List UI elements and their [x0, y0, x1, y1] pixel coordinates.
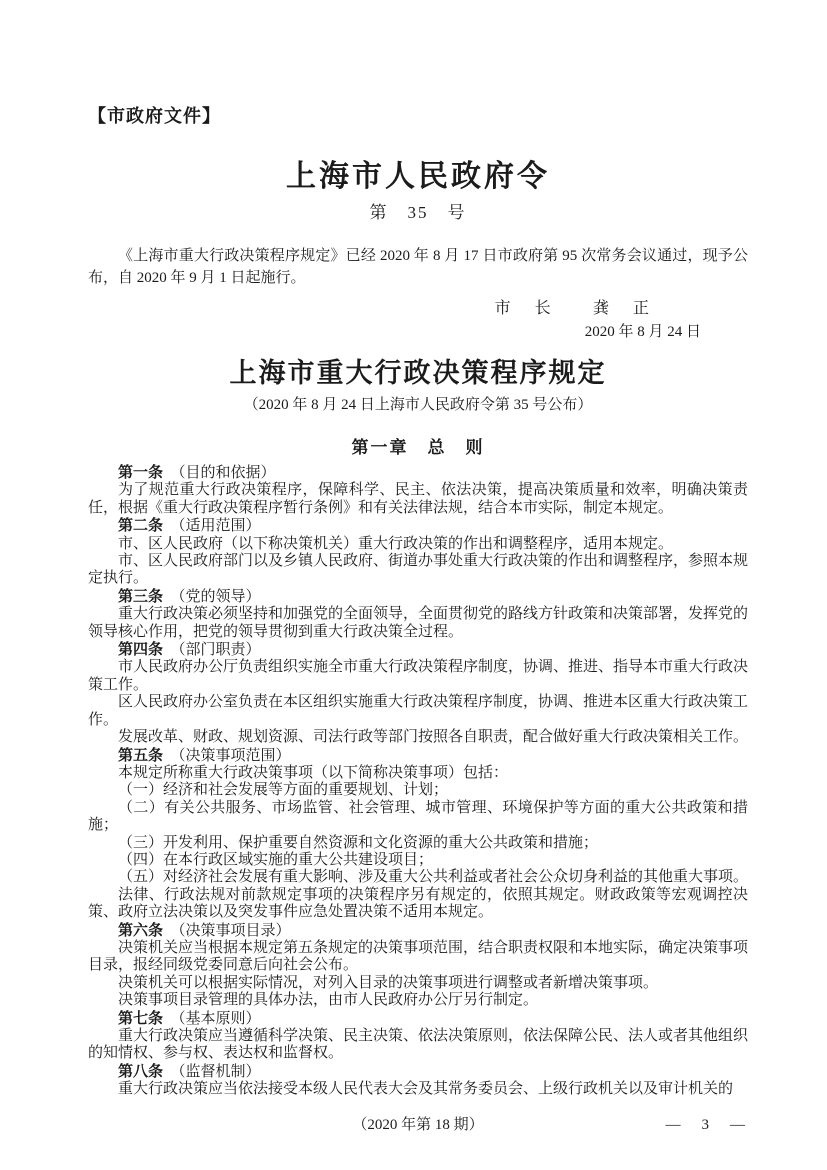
article-paragraph: 第四条 （部门职责） — [118, 641, 261, 659]
signer-name: 龚 正 — [592, 300, 653, 317]
article-paragraph: （四）在本行政区域实施的重大公共建设项目； — [118, 851, 434, 868]
article-paragraph: 第七条 （基本原则） — [118, 1009, 261, 1027]
signer-title: 市 长 — [494, 300, 555, 317]
order-number: 第 35 号 — [369, 203, 467, 222]
article-body — [88, 464, 748, 1099]
signature-date: 2020 年 8 月 24 日 — [584, 324, 701, 340]
article-number: 第八条 — [118, 1062, 164, 1080]
regulation-subtitle: （2020 年 8 月 24 日上海市人民政府令第 35 号公布） — [243, 397, 593, 413]
article-number: 第五条 — [118, 746, 164, 764]
article-paragraph: 决策机关可以根据实际情况，对列入目录的决策事项进行调整或者新增决策事项。 — [118, 974, 659, 991]
chapter-heading: 第一章 总 则 — [351, 438, 485, 457]
article-number: 第六条 — [118, 921, 164, 939]
order-title: 上海市人民政府令 — [286, 160, 550, 193]
footer-page-number: — 3 — — [665, 1116, 748, 1133]
article-paragraph: 重大行政决策应当依法接受本级人民代表大会及其常务委员会、上级行政机关以及审计机关的 — [118, 1081, 734, 1098]
article-paragraph: 决策事项目录管理的具体办法，由市人民政府办公厅另行制定。 — [118, 992, 539, 1009]
article-paragraph: （五）对经济社会发展有重大影响、涉及重大公共利益或者社会公众切身利益的其他重大事项。 — [118, 869, 749, 886]
article-paragraph: （三）开发利用、保护重要自然资源和文化资源的重大公共政策和措施； — [118, 834, 599, 851]
article-paragraph: 重大行政决策必须坚持和加强党的全面领导，全面贯彻党的路线方针政策和决策部署，发挥党的领导核心作用，把党的领导贯彻到重大行政决策全过程。 — [88, 606, 749, 640]
page-footer — [88, 1115, 748, 1135]
article-paragraph: 第五条 （决策事项范围） — [118, 746, 291, 764]
regulation-title: 上海市重大行政决策程序规定 — [229, 358, 607, 388]
signature-line — [88, 298, 748, 320]
article-number: 第四条 — [118, 641, 164, 659]
article-paragraph: （二）有关公共服务、市场监管、社会管理、城市管理、环境保护等方面的重大公共政策和措施； — [88, 799, 748, 834]
article-number: 第一条 — [118, 464, 164, 481]
article-paragraph: 本规定所称重大行政决策事项（以下简称决策事项）包括： — [118, 764, 509, 781]
category-label: 【市政府文件】 — [88, 106, 221, 126]
article-paragraph: （一）经济和社会发展等方面的重要规划、计划； — [118, 782, 449, 799]
article-paragraph: 第二条 （适用范围） — [118, 517, 261, 535]
footer-issue: （2020 年第 18 期） — [352, 1116, 484, 1133]
article-paragraph: 法律、行政法规对前款规定事项的决策程序另有规定的，依照其规定。财政政策等宏观调控决策、政府立法决策以及突发事件应急处置决策不适用本规定。 — [88, 886, 748, 921]
article-paragraph: 为了规范重大行政决策程序，保障科学、民主、依法决策，提高决策质量和效率，明确决策责任，根据《重大行政决策程序暂行条例》和有关法律法规，结合本市实际，制定本规定。 — [88, 482, 748, 516]
article-paragraph: 决策机关应当根据本规定第五条规定的决策事项范围，结合职责权限和本地实际，确定决策事项目录，报经同级党委同意后向社会公布。 — [88, 939, 749, 974]
article-paragraph: 区人民政府办公室负责在本区组织实施重大行政决策程序制度，协调、推进本区重大行政决策工作。 — [88, 694, 749, 728]
article-paragraph: 第一条 （目的和依据） — [118, 464, 276, 481]
article-paragraph: 市人民政府办公厅负责组织实施全市重大行政决策程序制度，协调、推进、指导本市重大行政决策工作。 — [88, 659, 749, 693]
article-paragraph: 重大行政决策应当遵循科学决策、民主决策、依法决策原则，依法保障公民、法人或者其他组织的知情权、参与权、表达权和监督权。 — [88, 1028, 749, 1062]
article-paragraph: 第八条 （监督机制） — [118, 1062, 261, 1080]
article-paragraph: 发展改革、财政、规划资源、司法行政等部门按照各自职责，配合做好重大行政决策相关工作。 — [118, 729, 749, 746]
article-paragraph: 市、区人民政府部门以及乡镇人民政府、街道办事处重大行政决策的作出和调整程序，参照本规定执行。 — [88, 553, 749, 587]
article-number: 第二条 — [118, 517, 164, 535]
article-paragraph: 市、区人民政府（以下称决策机关）重大行政决策的作出和调整程序，适用本规定。 — [118, 535, 674, 552]
order-body: 《上海市重大行政决策程序规定》已经 2020 年 8 月 17 日市政府第 95 次常务会议通过，现予公布，自 2020 年 9 月 1 日起施行。 — [88, 248, 748, 286]
article-number: 第三条 — [118, 587, 164, 605]
article-paragraph: 第六条 （决策事项目录） — [118, 921, 291, 939]
article-paragraph: 第三条 （党的领导） — [118, 587, 261, 605]
article-number: 第七条 — [118, 1009, 164, 1027]
